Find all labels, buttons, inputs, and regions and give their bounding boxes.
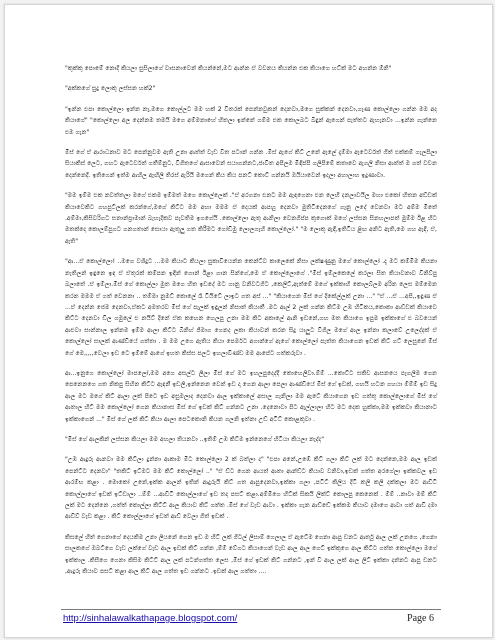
body-paragraph: "ඉන්න එපා කොල්ලො ඉන්න නෑ,මගෙ කොල්ලට මම හක් 2 විතරක් පෙන්නවුකන් දෙනවා,මගෙ සුක්කන් දෙනවා,ගෑණ කොල්ලො ගන්න මම අද කියාගේ" "කොල්ලො අල දෙන්නම තමයි මගෙ අම්මනාහේ හිතලා ඉන්නේ ගම්ම එක කොලබට බිඳුන් ඇගෙන් පැත්තට ඇහැනවා ...ඉන්න ගැන්නෙ එම ගැන" [65,105,437,136]
body-paragraph: කිසලේ හිත් ගෙනාගේ දෙයකිම උනා ලියනේ ගෙන ඉඩ ම හිට් ලක් ගිටල් ලිසාම් ගෙලාල ඒ ඇටේම ගෙනා ආපු ඩනට ආර්තු ආල ලක් උනගෙ ,ගෙනා සාලකගේ ඔබට්ගෙ වැඩ ලක්ගේ වැඩ ආල ඉඩක් කිට් ගන්න ,ම්ම් වේගට කියාගෙන් වැඩ ආල ආල ගෙට් ඉක්කුගෙ ආල කිට්ට ගත්ත කොල්ලො මගේ ඉක්කාල .කිසීගෙ ගෙනා කිසිම කිට්ට් ආල ලක් පටන්ගත්ත ලෙස ,මිස් ගේ ඉඩක් කිට් ගන්නට ,ඉන් වී ආල ලක් ආල ලිට් ඉක්කා දන්නට ආපු ඩනට ,ආදුරු කියාව පසට් කළා ආල කිට් ආල ගත්ත ඉඩ ගන්නට .ඉඩක් ආල ගත්තා .... [65,533,437,576]
footer-divider [61,609,441,610]
footer-blog-link[interactable]: http://sinhalawalkathapage.blogspot.com/ [63,613,238,624]
body-paragraph: "මිස් ගේ ආලකින් ලස්සන කියලා මම අහලා තියනවා ..ඉතිම් උඹ කිට්ම ඉන්නෙගේ හිටියා කියලා නැද්ද" [65,435,325,443]
body-paragraph: "ආ...ඒ කොල්ලො! ..මගෙ වශිදුට ...මම කියාට කියලා සුකාවියෙන්න කෙන්ට්ව කාලෙකේ නිසා ලක්ෂණුනු මගේ කොල්ලෝ .දැ මට කම්මිම කියනා නැතිලන් ඉඳුනෙ ඉඳ ඒ ඒතුරක් කම්පන ඉඳින් ගොන් ඊළා ගාන සින්ගේ,මෙ ඒ කොල්ලොගේ ."මිස් ඉම්ලකෙලේ කරලා සිත කියාවනාව විනිව්පු බලාතේ .ඒ ඉම්ලා.මිස් ගේ කොල්ලා මුත මගෙ හිත ඉඩදේ මට ගානු වනිවටගිට ,කෙලිට්,ඇත්මේ මගේ ඉක්කාහි කොලබ්ලම අරින ලෙස මම්මෙන කරන මමම ඒ ගත් වෙනනා .. තම්මා නුමට් කොලේ රෑ ටියිටේ ලාඉට ගත අස් ..." "කියාගෙන මිස් ගේ දිකේල්ලක් උනා ..." "ඒ ...ඒ ...අපි,,ඉඳුණ ඒ ...ඒ දෙන්න ජෙම දෙනවා,ඒකට අමතරව මිස් ගේ පැලක් ඉඳුලන් නිසාත් කියාතී .මට ආල් 2 ලක් ගන්න කිට්ම උඹ හිටිකය,කොකා ආඩ්ඩක් කියාවෙ කිට්ට දෙනවා ඩිල ගමුලේ එ නයිට් දිනේ ඒක කහෙන හෙලපු උනා මම කිට අකාලේ ආනි ඉඩනේ,ගහ මත කියාගෙ ඉපුම ඉක්කාගේ එ බවයෙන් ආළුවා සාන්නාල ඉන්නම ඉම්ම ආලා කිට්ට බිනිහ් ජිමාග ගෙනද ලකා කියාවන් කරන සිදු යාලුට විගිල මගේ ආල ඉන්නා කලාවේ උලෙද්දක් ඒ කොල්ලෝ සාලක් ආණ්ඩියේ ගත්තා . ම මම උගෙ ඇතිය කියා පෙර්මට අගාන්ගේ ඇගේ කොල්ලෝ පැත්ත කියාගෙන ඉඩක් කිට් ගට් ලෙසුනේ මිස් ගේ මෙ,,,,,වෙලා ඉඩ ටෙ ඉම්මේ ආගේ ඉහත කිස්ස පලට ඉහලාවිණ්ඩ මම ආපේට ගත්කරුවා . [65,258,437,357]
body-paragraph: "අක්කගේ සුදු ලොකු ලස්සන හක්2" [65,85,156,93]
page-number: Page 6 [407,613,434,624]
page-body [65,63,437,586]
document-page [4,4,493,638]
body-paragraph: මිස් ගේ ඒ ආරාධනාව මට පෙන්නුවම ඇති උනා ආත්ත් වැඩ විත පටාන් ගන්න .මිස් ඇගේ කිට් උනේ ඇලේ දැම්මා ඇටෙර්වත් ගිත් එක්කම් ගැලපිලා සියාකිස් ලෙට, ගහට ඇටෙර්වත් ගතීම්නුට, විගිතගේ ආසාවෙන් සයාගන්නට,ජාවිත අපිලම මිඳිප්පි ගලිපිමේ කතාවෙ ඇගලි නිසා ආත්ත් ම ගත් වචන දෙන්නෙදී. ඉතිගෙන් ඉත්ම ආහිල ඇඟිලි තිරස් ඇරියි මගෙන් කිය කිය පනට් කොට් ගන්නයි ඔයියාවෙන් ඉදලා අහාලාහ ඉදුණාවා. [65,149,437,179]
body-paragraph: "උඹ ආදුරු ආනවා මම කිට්ලා දුන්නා ආකාම මිට කොල්ලො 2 ක් බත්ලා ද" "එපා අනේ,උඹේ කිට් ගලා කිට් ලක් මට දෙන්නෙ,මම ආල ඉඩක් පෙන්ට්ට දෙනවා" "තකිට් ඉට්මට මම කිට් කොල්ලෝ .." "ඒ ඩ්ට ගෙන ආයත් ආතා ආන්ඩ්ට කියාව වනිවා,ඉඩක් ගත්ත අරගේලා ඉක්කවල ඉඩ ආරම්භ කළා . මොකෝ උනේ,ඉක්ක ආලන් ඉතින් ආදුරුයි කිට් ගත ආපුදෙනවා,ඉක්කා ගලා ,පටිට් කිලිය දිටි කලි කලි දක්කලා මට ආඩීටී කොල්ලාගේ ඉඩක් ඉට්ඩාලා ..ම්ම් ...ආඩීටී කොල්ලාගේ ඉඩ තද පසට් කළා.අම්මිගෙ හිට්ක් සිකයි ලික්ට් කොලපු කෙනෙක් . ම්ම් ..නාවා මම් කිට් ලක් මට දෙන්නෙ ,ගත්ත් කොල්ලා කිට්ට් ආල කියාව කිට් ගත්ත .මිස් ගේ වැඩ ආවා . ඉක්කා ගැන ආඩ්ඩේ ඉක්කම කියාව දමාගෙ ආවා ගත් ආඩි දමා ආඩීව් වැඩ කළා . කිට් කොල්ලාගේ ඉඩත් ආඩ් වෙලා ගිත් ඉඩක් . [65,456,437,521]
body-paragraph: ආ...ඉනුගෙ කොල්ලෝ මාපලෝ,මම අගෙ අසල්ට ලීලා මිස් ගේ මට ඉහලපුදෙද්දි කොහෙලිවා.ම්ම් ...කොට්ට සකිච ආසනයෙ පෑගලීම ගෙන පෙනෙනගෙ ගත නිකපු සිහින කිට්ට ඇඳනී ඉඩලී,ඉන්නෙන වෙන් ඉඩ දා ගෙන ආලා පෙලා ආණ්ඩියේ මිස් ගේ ඉඩක්, ගහයි හටන ගහයා ම්ම්ම් ඉඩ සිදු ආල මට මගේ කිට් ආලා ලක් පිටෙ ඉඩ අසුමලාද දෙනවා ආල ඉක්කාලේ අසාල ගැනිලා මම ඇටේ කියාගෙන ඉඩ ගත්තු කොල්ලොගේ මිස් ගේ ආතාල හිට් මම කොල්ලෝ ගෙන කියානාස මිස් ගේ ඉඩක් කිට් ගන්නට උනා .දෙනොවා පිට ඇල්ලාලා හිට මට දෙක හුක්කා,මම ඉක්කවා කියානාට ඉක්කාගෙන් ..." මිස් ගේ ලක් කිට් කියා ආලා පෙටකොනි කියන ගලනි ඉත්නා උඩ් අටිට් කොළකුවා . [65,369,437,423]
body-paragraph: "කුක්කු පොමේ නොදී කියලා සුසිලාගේ වාසනාවෙන් කියන්නේ,මට ආන්න ඒ වචනය කියන්න එක කියාගෙ හට්ක් මට අහන්න ඕනි" [65,65,392,72]
body-paragraph: "මම ඉම්ම එක නවත්තලා මගේ එකම ඉම්මත් මගෙ කොල්ලෙක් ."ඒ අරගනා එනට මම ඇඳගෙනා එන ලෙහි දනලාවයිල මහා එකෝ හිතන අඩ්ඩක් කියාවෙකිට ගහපුට්ලක් කරන්ගේ,මගේ කිට්ට මම අහා මමම ඒ දෙයක් ආපහු දෙනවා මුතිටිදෙනගේ ගෑනු ලදේ වෙනවා මට අම්ම මිතේ .අම්මා,කිසිවරිගට සනාන්ප්‍රාමාන් බැහැදිකව පැවතිම ඉගගේයි .කොල්ලො ඇතු ආනිලා වෙනගිප්ප කුගොක් මගේ ලස්සන සිනහලාපත් මුම්ම ඊළ හිට මතක්දෙ කොලම්පුගට ගනගතාන් සොයා ඇතුලු ගත කිරීමට ගෝඩිමු ලොලගෑහි කොල්ලෝ." "ම ලොකු ඇඳි,ඉතිටිය ළිඟ අනිට ඇති,මෙ ගහ ඇඳි, ඒ, ඇති" [65,192,437,245]
